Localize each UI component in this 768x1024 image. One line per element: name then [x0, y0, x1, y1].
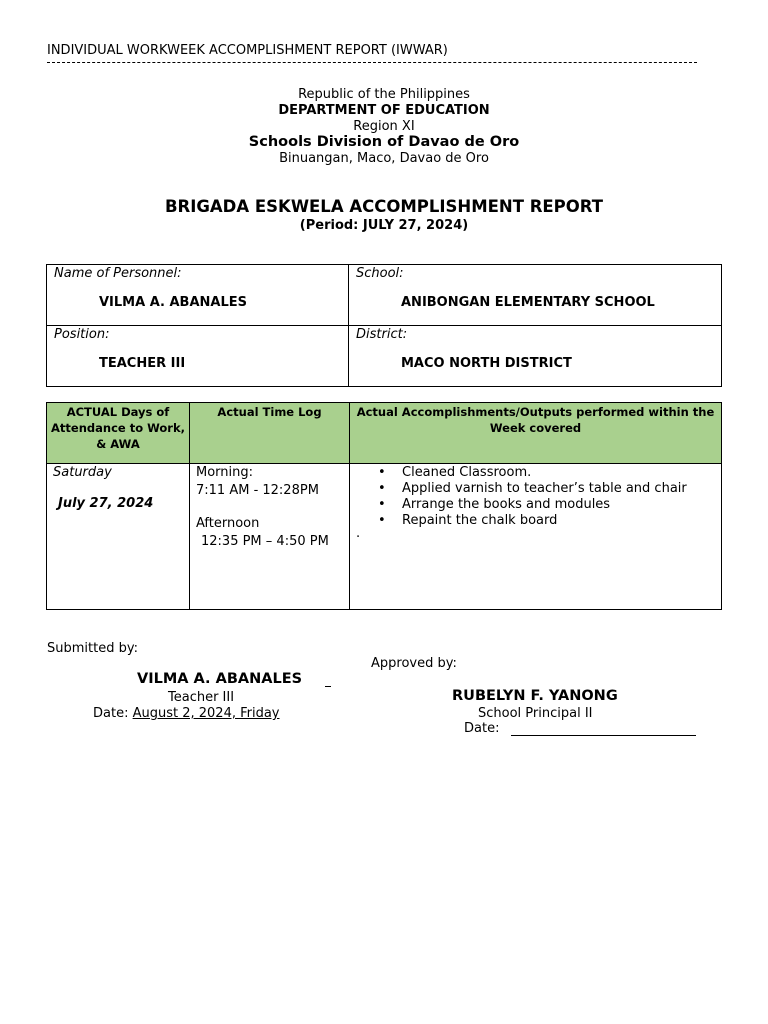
submitter-position: Teacher III: [168, 690, 235, 705]
submitted-date: [93, 706, 280, 721]
day-value: Saturday: [53, 465, 112, 480]
submitted-date-value: August 2, 2024, Friday: [132, 706, 280, 721]
address-line: Binuangan, Maco, Davao de Oro: [279, 151, 489, 166]
school-label: School:: [356, 266, 404, 281]
name-cell: [47, 265, 349, 326]
list-item: • Cleaned Classroom.: [402, 465, 721, 481]
school-value: ANIBONGAN ELEMENTARY SCHOOL: [401, 295, 655, 310]
school-cell: [349, 265, 722, 326]
accomplishment-log-table: [46, 402, 722, 610]
name-value: VILMA A. ABANALES: [99, 295, 247, 310]
region-line: Region XI: [353, 119, 415, 134]
approved-date-label: Date:: [464, 721, 500, 736]
morning-time: 7:11 AM - 12:28PM: [196, 483, 319, 498]
approver-position: School Principal II: [478, 706, 593, 721]
report-period: (Period: JULY 27, 2024): [299, 218, 469, 233]
morning-label: Morning:: [196, 465, 254, 480]
accomplishment-list: [350, 465, 721, 529]
header-days: ACTUAL Days of Attendance to Work, & AWA: [47, 403, 190, 464]
name-label: Name of Personnel:: [54, 266, 182, 281]
trailing-mark: .: [356, 526, 361, 541]
district-label: District:: [356, 327, 408, 342]
approved-by-label: Approved by:: [371, 656, 457, 671]
report-title: BRIGADA ESKWELA ACCOMPLISHMENT REPORT: [164, 197, 604, 216]
list-item: • Arrange the books and modules: [402, 497, 721, 513]
day-cell: [47, 464, 190, 610]
header-time-log: Actual Time Log: [190, 403, 350, 464]
submitted-by-label: Submitted by:: [47, 641, 138, 656]
district-value: MACO NORTH DISTRICT: [401, 356, 572, 371]
position-label: Position:: [54, 327, 110, 342]
position-value: TEACHER III: [99, 356, 186, 371]
republic-line: Republic of the Philippines: [298, 87, 470, 102]
list-item: • Applied varnish to teacher’s table and chair: [402, 481, 721, 497]
approved-date-line: [511, 735, 696, 736]
personnel-info-table: [46, 264, 722, 387]
dashed-divider: [47, 62, 697, 63]
date-value: July 27, 2024: [58, 496, 154, 511]
header-accomplishments: Actual Accomplishments/Outputs performed within the Week covered: [350, 403, 722, 464]
time-log-cell: [190, 464, 350, 610]
submitted-date-label: Date:: [93, 706, 129, 721]
submitter-name-underline: [325, 686, 331, 687]
list-item: • Repaint the chalk board: [402, 513, 721, 529]
division-line: Schools Division of Davao de Oro: [248, 134, 520, 150]
position-cell: [47, 326, 349, 387]
report-type-heading: INDIVIDUAL WORKWEEK ACCOMPLISHMENT REPORT (IWWAR): [47, 43, 448, 58]
approver-name: RUBELYN F. YANONG: [452, 688, 618, 704]
district-cell: [349, 326, 722, 387]
department-line: DEPARTMENT OF EDUCATION: [278, 103, 490, 118]
accomplishments-cell: [350, 464, 722, 610]
afternoon-label: Afternoon: [196, 516, 260, 531]
afternoon-time: 12:35 PM – 4:50 PM: [201, 534, 329, 549]
submitter-name: VILMA A. ABANALES: [137, 671, 303, 687]
